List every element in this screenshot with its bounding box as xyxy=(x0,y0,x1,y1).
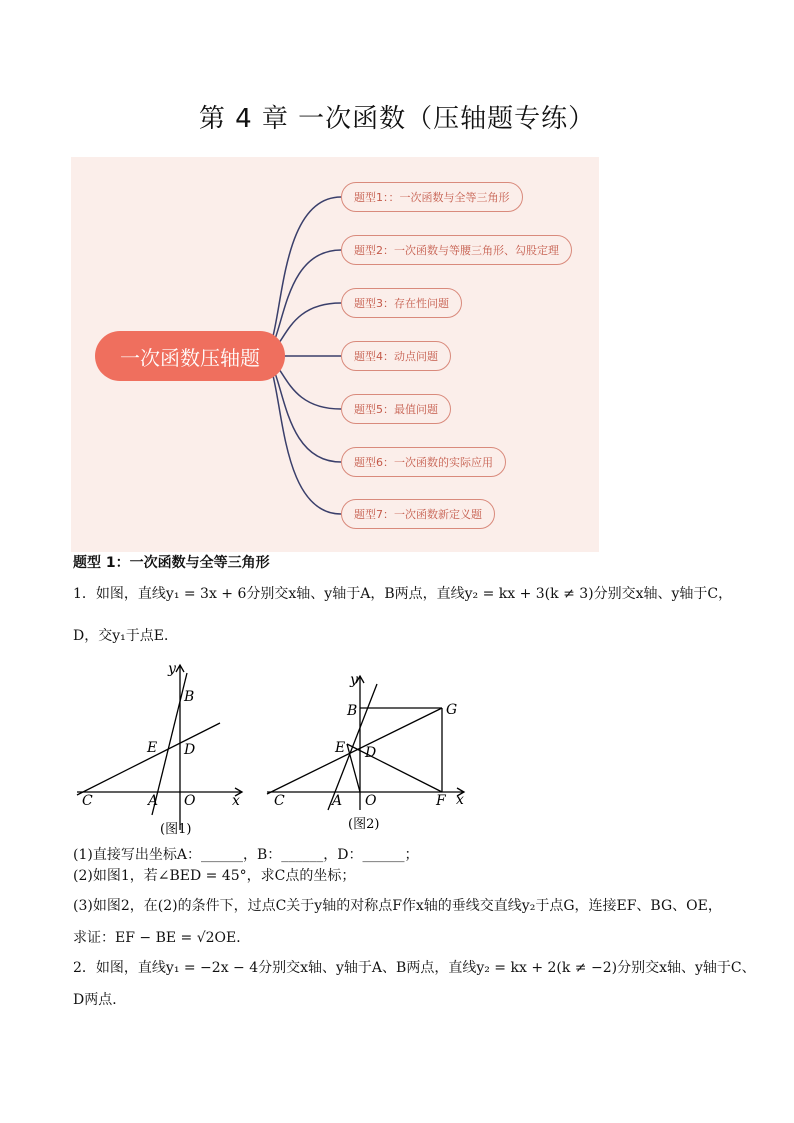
problem2-line1: 2．如图，直线y₁ = −2x − 4分别交x轴、y轴于A、B两点，直线y₂ = kx + 2(k ≠ −2)分别交x轴、y轴于C、 xyxy=(73,960,756,976)
problem1-line1: 1．如图，直线y₁ = 3x + 6分别交x轴、y轴于A，B两点，直线y₂ = kx + 3(k ≠ 3)分别交x轴、y轴于C， xyxy=(73,586,733,602)
fig1-label-e: E xyxy=(147,740,158,756)
fig2-label-c: C xyxy=(274,793,285,809)
mind-map-branch-7: 题型7：一次函数新定义题 xyxy=(341,499,495,529)
problem1-question3a: (3)如图2，在(2)的条件下，过点C关于y轴的对称点F作x轴的垂线交直线y₂于点G，连接EF、BG、OE， xyxy=(73,898,722,914)
problem1-line2: D，交y₁于点E． xyxy=(73,628,178,644)
fig1-label-y: y xyxy=(168,661,176,677)
fig2-label-g: G xyxy=(446,702,458,718)
fig1-caption: (图1) xyxy=(160,822,192,837)
problem1-question1: (1)直接写出坐标A：______，B：______，D：______； xyxy=(73,847,419,863)
fig1-label-x: x xyxy=(232,793,240,809)
problem1-question3b: 求证：EF − BE = √2OE． xyxy=(73,930,251,946)
fig1-label-o: O xyxy=(184,793,196,809)
fig2-label-d: D xyxy=(365,745,377,761)
page-title: 第 4 章 一次函数（压轴题专练） xyxy=(198,104,596,134)
mind-map-root: 一次函数压轴题 xyxy=(95,331,285,381)
figure-1 xyxy=(72,655,252,840)
fig2-label-o: O xyxy=(365,793,377,809)
mind-map-branch-6: 题型6：一次函数的实际应用 xyxy=(341,447,506,477)
mind-map xyxy=(71,157,599,552)
mind-map-branch-2: 题型2：一次函数与等腰三角形、勾股定理 xyxy=(341,235,572,265)
fig1-label-a: A xyxy=(148,793,159,809)
fig2-caption: (图2) xyxy=(348,817,380,832)
mind-map-branch-1: 题型1：：一次函数与全等三角形 xyxy=(341,182,523,212)
problem1-question2: (2)如图1，若∠BED = 45°，求C点的坐标； xyxy=(73,868,356,884)
fig2-label-f: F xyxy=(436,793,446,809)
fig2-label-x: x xyxy=(456,792,464,808)
problem2-line2: D两点． xyxy=(73,992,127,1008)
fig2-label-b: B xyxy=(347,703,358,719)
mind-map-branch-5: 题型5：最值问题 xyxy=(341,394,451,424)
fig1-label-d: D xyxy=(184,742,196,758)
fig2-label-e: E xyxy=(335,740,346,756)
fig1-label-b: B xyxy=(184,689,195,705)
fig1-label-c: C xyxy=(82,793,93,809)
figure-2 xyxy=(262,668,472,838)
section-heading-1: 题型 1：一次函数与全等三角形 xyxy=(73,555,270,571)
mind-map-branch-4: 题型4：动点问题 xyxy=(341,341,451,371)
fig2-label-a: A xyxy=(332,793,343,809)
fig2-label-y: y xyxy=(350,672,358,688)
mind-map-branch-3: 题型3：存在性问题 xyxy=(341,288,462,318)
